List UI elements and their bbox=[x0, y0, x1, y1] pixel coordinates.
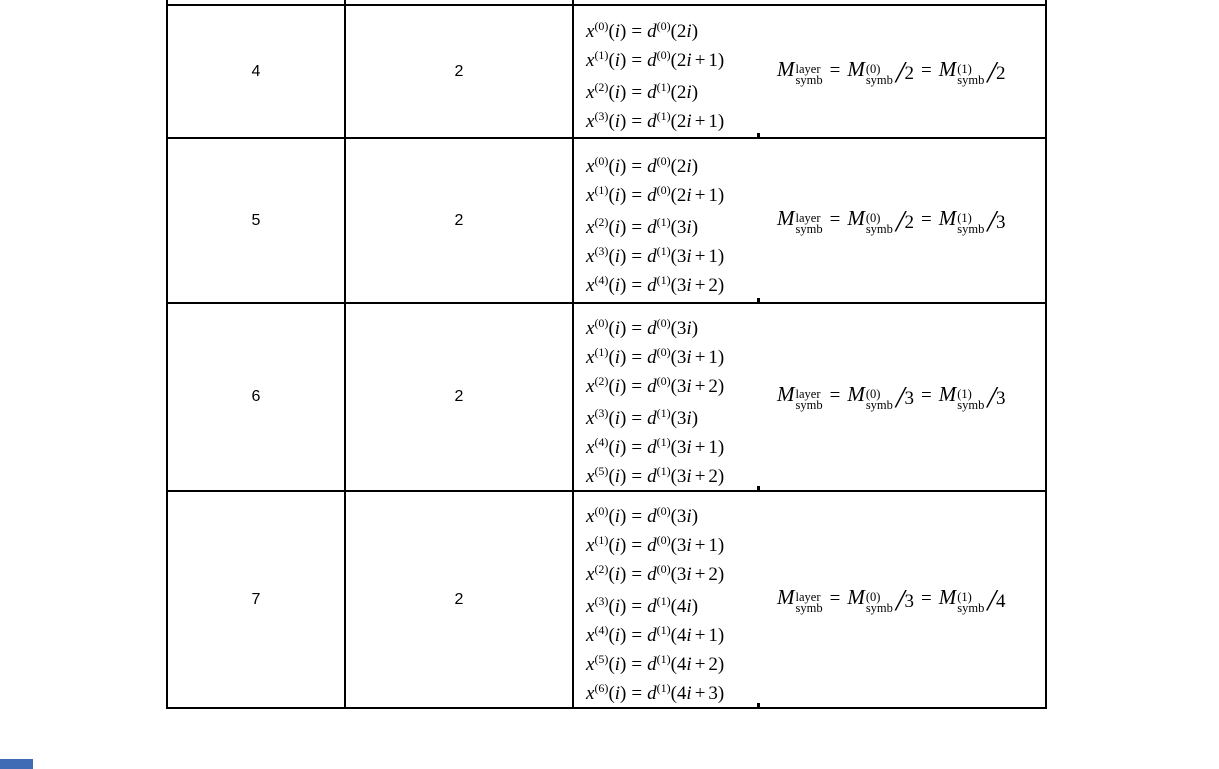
superscript: (0) bbox=[656, 503, 671, 518]
hidden-divider-tick bbox=[757, 133, 760, 137]
sup-sub-stack: layer symb bbox=[795, 589, 823, 615]
superscript: (0) bbox=[656, 19, 671, 33]
mapping-formula: $x^{(1)}(i) = d^{(0)}(2i + 1)$ bbox=[586, 182, 725, 206]
mapping-formula: $x^{(5)}(i) = d^{(1)}(4i + 2)$ bbox=[586, 651, 725, 675]
sup-sub-stack: layer symb bbox=[795, 61, 823, 87]
mapping-cell bbox=[574, 6, 1045, 137]
mapping-formula: $x^{(3)}(i) = d^{(1)}(2i + 1)$ bbox=[586, 109, 725, 132]
sup-sub-stack: (0) symb bbox=[865, 387, 893, 412]
equals-sign: = bbox=[921, 59, 932, 81]
equals-sign: = bbox=[829, 385, 841, 406]
division-slash: / bbox=[987, 53, 996, 89]
mapping-cell bbox=[574, 139, 1045, 302]
superscript: (3) bbox=[594, 405, 609, 420]
plus-sign: + bbox=[694, 111, 706, 132]
equals-sign: = bbox=[631, 245, 643, 267]
equals-sign: = bbox=[631, 216, 643, 238]
superscript: (1) bbox=[656, 622, 671, 637]
mapping-formula-block bbox=[586, 309, 777, 486]
equals-sign: = bbox=[631, 50, 643, 71]
superscript: (6) bbox=[594, 680, 609, 695]
hidden-divider-tick bbox=[757, 703, 760, 707]
layers-cell: 6 bbox=[168, 304, 346, 490]
equals-sign: = bbox=[631, 407, 643, 429]
superscript: (2) bbox=[594, 80, 609, 94]
superscript: (1) bbox=[656, 272, 671, 287]
division-slash: / bbox=[895, 581, 905, 617]
superscript: (1) bbox=[656, 651, 671, 666]
superscript: (0) bbox=[656, 182, 671, 197]
equals-sign: = bbox=[631, 346, 643, 368]
layers-cell: 5 bbox=[168, 139, 346, 302]
table-row bbox=[168, 304, 1045, 492]
hidden-divider-tick bbox=[757, 486, 760, 490]
superscript: (1) bbox=[594, 532, 609, 547]
superscript: (1) bbox=[594, 344, 609, 359]
equals-sign: = bbox=[631, 375, 643, 397]
mapping-formula: $x^{(3)}(i) = d^{(1)}(4i)$ bbox=[586, 593, 699, 617]
msymb-formula: M layer symb = M (0) symb /3 = M (1) symb /3 bbox=[777, 379, 1006, 414]
sup-sub-stack: (0) symb bbox=[865, 61, 893, 87]
superscript: (0) bbox=[656, 561, 671, 576]
equals-sign: = bbox=[631, 682, 643, 704]
equals-sign: = bbox=[829, 208, 841, 230]
superscript: (3) bbox=[594, 109, 609, 123]
equals-sign: = bbox=[631, 184, 643, 206]
equals-sign: = bbox=[631, 155, 643, 177]
plus-sign: + bbox=[694, 563, 706, 585]
mapping-formula: $x^{(0)}(i) = d^{(0)}(2i)$ bbox=[586, 19, 699, 42]
superscript: (1) bbox=[656, 463, 671, 478]
division-slash: / bbox=[987, 202, 996, 238]
plus-sign: + bbox=[694, 346, 706, 368]
superscript: (0) bbox=[594, 19, 609, 33]
equals-sign: = bbox=[631, 624, 643, 646]
mapping-formula: $x^{(4)}(i) = d^{(1)}(3i + 1)$ bbox=[586, 434, 725, 458]
table-row bbox=[168, 6, 1045, 139]
codewords-cell: 2 bbox=[346, 304, 574, 490]
superscript: (0) bbox=[594, 315, 609, 330]
superscript: (5) bbox=[594, 651, 609, 666]
superscript: (5) bbox=[594, 463, 609, 478]
equals-sign: = bbox=[829, 587, 841, 609]
mapping-formula: $x^{(2)}(i) = d^{(1)}(2i)$ bbox=[586, 80, 699, 103]
superscript: (1) bbox=[594, 182, 609, 197]
superscript: (3) bbox=[594, 243, 609, 258]
superscript: (2) bbox=[594, 214, 609, 229]
plus-sign: + bbox=[694, 465, 706, 487]
superscript: (1) bbox=[656, 680, 671, 695]
mapping-formula: $x^{(2)}(i) = d^{(1)}(3i)$ bbox=[586, 214, 699, 238]
division-slash: / bbox=[987, 379, 996, 414]
superscript: (2) bbox=[594, 373, 609, 388]
equals-sign: = bbox=[829, 59, 841, 81]
table-row bbox=[168, 139, 1045, 304]
mapping-formula: $x^{(0)}(i) = d^{(0)}(3i)$ bbox=[586, 315, 699, 339]
plus-sign: + bbox=[694, 274, 706, 296]
codewords-cell: 2 bbox=[346, 6, 574, 137]
superscript: (0) bbox=[594, 503, 609, 518]
plus-sign: + bbox=[694, 624, 706, 646]
superscript: (1) bbox=[656, 80, 671, 94]
superscript: (1) bbox=[656, 214, 671, 229]
superscript: (0) bbox=[656, 532, 671, 547]
mapping-formula: $x^{(3)}(i) = d^{(1)}(3i + 1)$ bbox=[586, 243, 725, 267]
equals-sign: = bbox=[631, 436, 643, 458]
equals-sign: = bbox=[631, 534, 643, 556]
superscript: (1) bbox=[656, 405, 671, 420]
sup-sub-stack: layer symb bbox=[795, 387, 823, 412]
superscript: (4) bbox=[594, 272, 609, 287]
superscript: (0) bbox=[656, 48, 671, 62]
equals-sign: = bbox=[631, 111, 643, 132]
equals-sign: = bbox=[631, 465, 643, 487]
superscript: (1) bbox=[656, 243, 671, 258]
plus-sign: + bbox=[694, 184, 706, 206]
sup-sub-stack: (1) symb bbox=[957, 210, 985, 236]
equals-sign: = bbox=[631, 563, 643, 585]
superscript: (4) bbox=[594, 434, 609, 449]
msymb-formula: M layer symb = M (0) symb /2 = M (1) symb /3 bbox=[777, 202, 1006, 238]
mapping-cell bbox=[574, 304, 1045, 490]
layers-cell: 7 bbox=[168, 492, 346, 707]
superscript: (1) bbox=[656, 593, 671, 608]
mapping-formula: $x^{(5)}(i) = d^{(1)}(3i + 2)$ bbox=[586, 463, 725, 487]
superscript: (1) bbox=[656, 434, 671, 449]
plus-sign: + bbox=[694, 653, 706, 675]
superscript: (0) bbox=[656, 315, 671, 330]
equals-sign: = bbox=[631, 82, 643, 103]
mapping-formula-block bbox=[586, 147, 777, 295]
sup-sub-stack: (1) symb bbox=[957, 589, 985, 615]
sup-sub-stack: layer symb bbox=[795, 210, 823, 236]
division-slash: / bbox=[895, 379, 905, 414]
sup-sub-stack: (1) symb bbox=[957, 387, 985, 412]
codewords-cell: 2 bbox=[346, 139, 574, 302]
mapping-formula: $x^{(0)}(i) = d^{(0)}(2i)$ bbox=[586, 153, 699, 177]
superscript: (0) bbox=[656, 373, 671, 388]
table-row bbox=[168, 492, 1045, 707]
superscript: (4) bbox=[594, 622, 609, 637]
equals-sign: = bbox=[631, 317, 643, 339]
superscript: (1) bbox=[594, 48, 609, 62]
mapping-formula-block bbox=[586, 497, 777, 703]
superscript: (3) bbox=[594, 593, 609, 608]
sup-sub-stack: (0) symb bbox=[865, 210, 893, 236]
mapping-formula: $x^{(2)}(i) = d^{(0)}(3i + 2)$ bbox=[586, 561, 725, 585]
equals-sign: = bbox=[921, 587, 932, 609]
mapping-cell bbox=[574, 492, 1045, 707]
mapping-formula: $x^{(4)}(i) = d^{(1)}(4i + 1)$ bbox=[586, 622, 725, 646]
bottom-blue-bar bbox=[0, 759, 33, 769]
division-slash: / bbox=[987, 581, 996, 617]
equals-sign: = bbox=[631, 21, 643, 42]
mapping-formula: $x^{(4)}(i) = d^{(1)}(3i + 2)$ bbox=[586, 272, 725, 296]
plus-sign: + bbox=[694, 534, 706, 556]
plus-sign: + bbox=[694, 375, 706, 397]
superscript: (2) bbox=[594, 561, 609, 576]
equals-sign: = bbox=[631, 595, 643, 617]
layers-cell: 4 bbox=[168, 6, 346, 137]
superscript: (0) bbox=[656, 153, 671, 168]
plus-sign: + bbox=[694, 436, 706, 458]
division-slash: / bbox=[895, 202, 905, 238]
equals-sign: = bbox=[631, 653, 643, 675]
mapping-formula: $x^{(2)}(i) = d^{(0)}(3i + 2)$ bbox=[586, 373, 725, 397]
mapping-formula: $x^{(1)}(i) = d^{(0)}(3i + 1)$ bbox=[586, 344, 725, 368]
msymb-formula: M layer symb = M (0) symb /2 = M (1) symb /2 bbox=[777, 53, 1006, 89]
mapping-formula: $x^{(3)}(i) = d^{(1)}(3i)$ bbox=[586, 405, 699, 429]
mapping-formula: $x^{(0)}(i) = d^{(0)}(3i)$ bbox=[586, 503, 699, 527]
sup-sub-stack: (0) symb bbox=[865, 589, 893, 615]
equals-sign: = bbox=[631, 274, 643, 296]
superscript: (0) bbox=[656, 344, 671, 359]
superscript: (1) bbox=[656, 109, 671, 123]
division-slash: / bbox=[895, 53, 905, 89]
codewords-cell: 2 bbox=[346, 492, 574, 707]
mapping-formula: $x^{(6)}(i) = d^{(1)}(4i + 3)$ bbox=[586, 680, 725, 704]
plus-sign: + bbox=[694, 50, 706, 71]
mapping-formula: $x^{(1)}(i) = d^{(0)}(3i + 1)$ bbox=[586, 532, 725, 556]
equals-sign: = bbox=[921, 208, 932, 230]
plus-sign: + bbox=[694, 245, 706, 267]
equals-sign: = bbox=[631, 505, 643, 527]
layer-mapping-table bbox=[166, 4, 1047, 709]
hidden-divider-tick bbox=[757, 298, 760, 302]
sup-sub-stack: (1) symb bbox=[957, 61, 985, 87]
msymb-formula: M layer symb = M (0) symb /3 = M (1) symb /4 bbox=[777, 581, 1006, 617]
plus-sign: + bbox=[694, 682, 706, 704]
mapping-formula-block bbox=[586, 12, 777, 131]
equals-sign: = bbox=[921, 385, 932, 406]
superscript: (0) bbox=[594, 153, 609, 168]
mapping-formula: $x^{(1)}(i) = d^{(0)}(2i + 1)$ bbox=[586, 48, 725, 71]
